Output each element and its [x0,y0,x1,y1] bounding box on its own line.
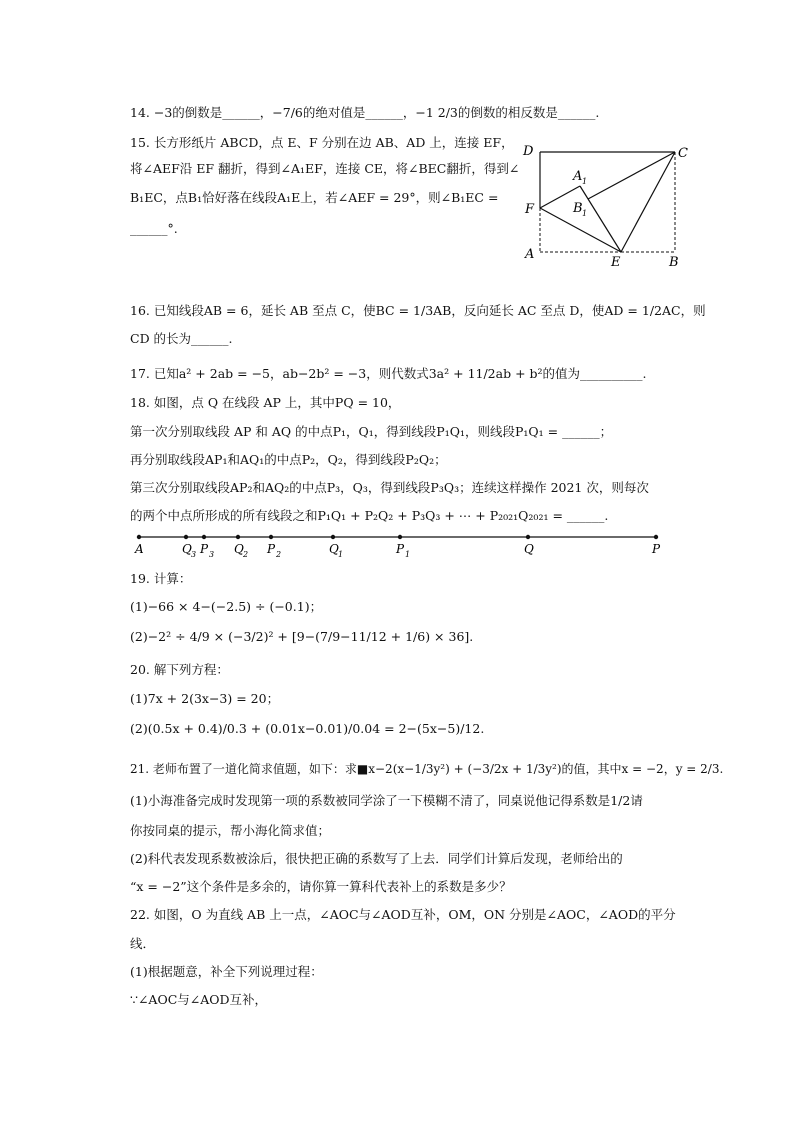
question-18-line-3: 再分别取线段AP₁和AQ₁的中点P₂，Q₂，得到线段P₂Q₂； [130,452,447,467]
point-label-q: Q [524,542,534,556]
question-21-line-2: (1)小海准备完成时发现第一项的系数被同学涂了一下模糊不清了，同桌说他记得系数是1/2请 [130,793,643,808]
question-18-line-5: 的两个中点所形成的所有线段之和P₁Q₁ + P₂Q₂ + P₃Q₃ + ⋯ + P₂₀₂₁Q₂₀₂₁ = ______. [130,508,609,523]
point-dot-p3 [202,535,206,539]
question-21-line-5: “x = −2”这个条件是多余的，请你算一算科代表补上的系数是多少？ [130,879,512,894]
question-15-line-3: B₁EC，点B₁恰好落在线段A₁E上，若∠AEF = 29°，则∠B₁EC = [130,190,499,205]
point-label-p3: P [200,542,209,556]
question-21-line-1: 21. 老师布置了一道化简求值题，如下：求■x−2(x−1/3y²) + (−3/2x + 1/3y²)的值，其中x = −2，y = 2/3. [130,762,724,776]
label-E: E [611,255,621,270]
question-15-line-4: ______°. [130,221,178,236]
label-A: A [525,247,535,262]
question-16-line-2: CD 的长为______. [130,331,233,346]
question-19-part-2: (2)−2² ÷ 4/9 × (−3/2)² + [9−(7/9−11/12 + 1/6) × 36]. [130,629,474,644]
question-16-line-1: 16. 已知线段AB = 6，延长 AB 至点 C，使BC = 1/3AB，反向延长 AC 至点 D，使AD = 1/2AC，则 [130,303,706,318]
point-label-a: A [135,542,144,556]
question-21-line-4: (2)科代表发现系数被涂后，很快把正确的系数写了上去．同学们计算后发现，老师给出的 [130,851,623,866]
label-A1: A [573,169,583,184]
rectangle-fold-figure [515,138,695,273]
question-18-line-1: 18. 如图，点 Q 在线段 AP 上，其中PQ = 10， [130,395,401,410]
label-B: B [669,255,679,270]
point-label-subscript-q2: 2 [243,550,249,559]
label-A1-subscript: 1 [582,177,588,186]
question-19-part-1: (1)−66 × 4−(−2.5) ÷ (−0.1)； [130,599,323,614]
question-15-line-2: 将∠AEF沿 EF 翻折，得到∠A₁EF，连接 CE，将∠BEC翻折，得到∠ [130,161,520,176]
label-C: C [678,146,688,161]
question-20-part-2: (2)(0.5x + 0.4)/0.3 + (0.01x−0.01)/0.04 = 2−(5x−5)/12. [130,721,485,736]
question-17: 17. 已知a² + 2ab = −5，ab−2b² = −3，则代数式3a² + 11/2ab + b²的值为__________. [130,366,647,381]
question-15-line-1: 15. 长方形纸片 ABCD，点 E、F 分别在边 AB、AD 上，连接 EF， [130,135,514,150]
question-22-line-3: (1)根据题意，补全下列说理过程： [130,964,323,979]
question-21-line-3: 你按同桌的提示，帮小海化简求值； [130,823,331,838]
point-label-subscript-p2: 2 [276,550,282,559]
question-20-title: 20. 解下列方程： [130,662,229,677]
segment-midpoints-figure [130,528,670,560]
point-label-subscript-q1: 1 [338,550,344,559]
point-label-p2: P [267,542,276,556]
point-label-subscript-p1: 1 [405,550,411,559]
point-label-p: P [652,542,661,556]
point-dot-p1 [398,535,402,539]
point-label-subscript-p3: 3 [209,550,215,559]
question-14: 14. −3的倒数是______，−7/6的绝对值是______，−1 2/3的倒数的相反数是______. [130,105,600,120]
point-label-q2: Q [234,542,244,556]
point-dot-p2 [269,535,273,539]
point-dot-q2 [236,535,240,539]
label-B1-subscript: 1 [582,209,588,218]
point-label-q1: Q [329,542,339,556]
question-19-title: 19. 计算： [130,571,192,586]
point-dot-p [654,535,658,539]
point-dot-q3 [184,535,188,539]
label-B1: B [573,201,583,216]
question-18-line-2: 第一次分别取线段 AP 和 AQ 的中点P₁，Q₁，得到线段P₁Q₁，则线段P₁Q₁ = ______； [130,424,613,439]
label-F: F [525,202,535,217]
question-20-part-1: (1)7x + 2(3x−3) = 20； [130,691,280,706]
question-22-line-1: 22. 如图，O 为直线 AB 上一点，∠AOC与∠AOD互补，OM，ON 分别是∠AOC，∠AOD的平分 [130,907,676,922]
question-22-line-4: ∵∠AOC与∠AOD互补， [130,992,268,1007]
label-D: D [523,144,534,159]
point-label-q3: Q [182,542,192,556]
point-dot-q1 [331,535,335,539]
point-dot-a [137,535,141,539]
question-18-line-4: 第三次分别取线段AP₂和AQ₂的中点P₃，Q₃，得到线段P₃Q₃；连续这样操作 2021 次，则每次 [130,480,649,495]
point-label-p1: P [396,542,405,556]
point-dot-q [526,535,530,539]
question-22-line-2: 线． [130,936,156,951]
point-label-subscript-q3: 3 [191,550,197,559]
